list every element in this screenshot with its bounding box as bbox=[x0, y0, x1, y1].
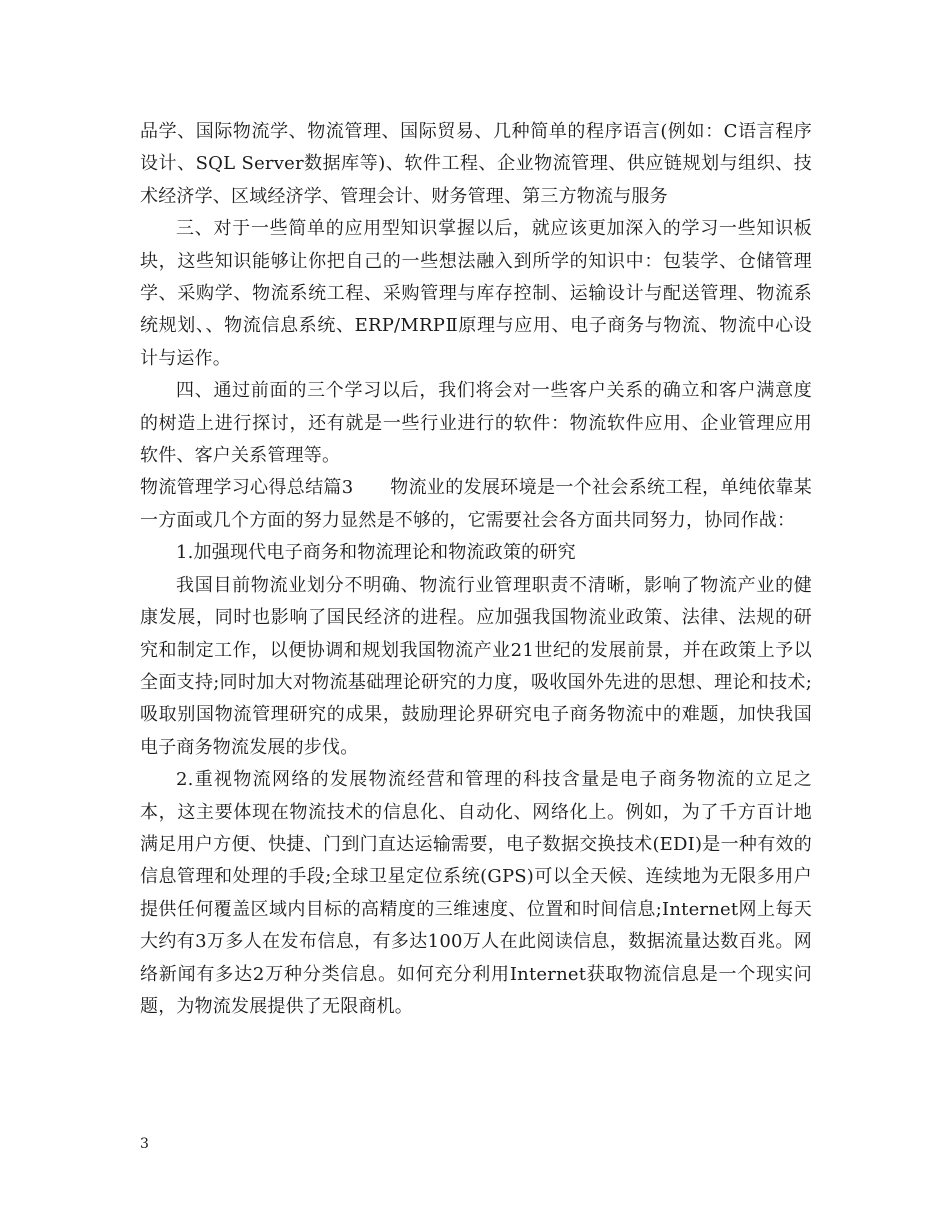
paragraph-course-list-continued: 品学、国际物流学、物流管理、国际贸易、几种简单的程序语言(例如：C语言程序设计、SQL Server数据库等)、软件工程、企业物流管理、供应链规划与组织、技术经济学、区域经济学、管理会计、财务管理、第三方物流与服务 bbox=[140, 121, 812, 207]
document-body bbox=[140, 116, 812, 1023]
paragraph-step-three: 三、对于一些简单的应用型知识掌握以后，就应该更加深入的学习一些知识板块，这些知识能够让你把自己的一些想法融入到所学的知识中：包装学、仓储管理学、采购学、物流系统工程、采购管理与库存控制、运输设计与配送管理、物流系统规划、、物流信息系统、ERP/MRPⅡ原理与应用、电子商务与物流、物流中心设计与运作。 bbox=[140, 218, 812, 369]
paragraph-point-1-body: 我国目前物流业划分不明确、物流行业管理职责不清晰，影响了物流产业的健康发展，同时也影响了国民经济的进程。应加强我国物流业政策、法律、法规的研究和制定工作，以便协调和规划我国物流产业21世纪的发展前景，并在政策上予以全面支持;同时加大对物流基础理论研究的力度，吸收国外先进的思想、理论和技术;吸取别国物流管理研究的成果，鼓励理论界研究电子商务物流中的难题，加快我国电子商务物流发展的步伐。 bbox=[140, 574, 812, 758]
paragraph-step-four: 四、通过前面的三个学习以后，我们将会对一些客户关系的确立和客户满意度的树造上进行探讨，还有就是一些行业进行的软件：物流软件应用、企业管理应用软件、客户关系管理等。 bbox=[140, 380, 812, 467]
page-number: 3 bbox=[140, 1136, 149, 1152]
paragraph-point-1-heading: 1.加强现代电子商务和物流理论和物流政策的研究 bbox=[176, 542, 576, 564]
paragraph-section-title-article-3: 物流管理学习心得总结篇3 物流业的发展环境是一个社会系统工程，单纯依靠某一方面或几个方面的努力显然是不够的，它需要社会各方面共同努力，协同作战： bbox=[140, 477, 812, 531]
paragraph-point-2: 2.重视物流网络的发展物流经营和管理的科技含量是电子商务物流的立足之本，这主要体现在物流技术的信息化、自动化、网络化上。例如，为了千方百计地满足用户方便、快捷、门到门直达运输需要，电子数据交换技术(EDI)是一种有效的信息管理和处理的手段;全球卫星定位系统(GPS)可以全天候、连续地为无限多用户提供任何覆盖区域内目标的高精度的三维速度、位置和时间信息;Internet网上每天大约有3万多人在发布信息，有多达100万人在此阅读信息，数据流量达数百兆。网络新闻有多达2万种分类信息。如何充分利用Internet获取物流信息是一个现实问题，为物流发展提供了无限商机。 bbox=[140, 769, 812, 1017]
